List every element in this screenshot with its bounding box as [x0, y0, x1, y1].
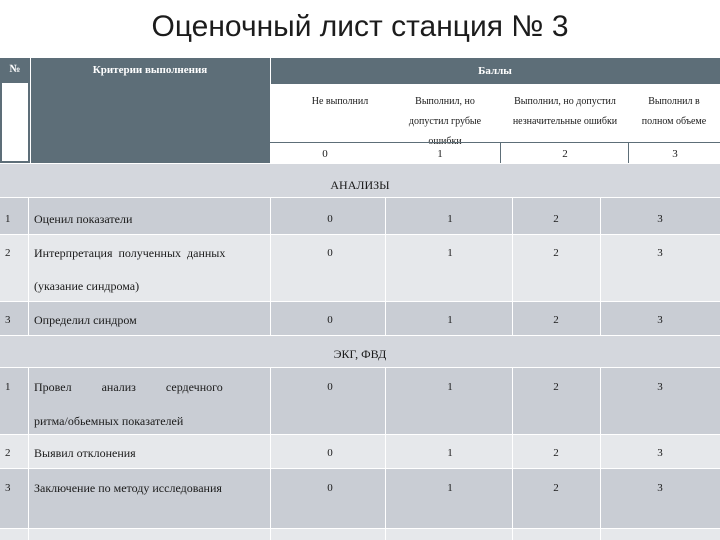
row-divider	[0, 335, 720, 336]
row-divider	[0, 434, 720, 435]
row-criterion: Заключение по методу исследования	[34, 481, 222, 495]
score-col-0-value: 0	[322, 148, 328, 160]
subheader-divider	[270, 142, 720, 143]
row-criterion-cont: ритма/обьемных показателей	[34, 414, 184, 428]
row-divider	[0, 301, 720, 302]
row-criterion-cont: (указание синдрома)	[34, 279, 140, 293]
row-score-0: 0	[327, 247, 333, 259]
row-number: 3	[5, 482, 11, 494]
row-criterion: Определил синдром	[34, 313, 137, 327]
row-score-3: 3	[657, 213, 663, 225]
section-title: ЭКГ, ФВД	[333, 347, 387, 361]
column-divider	[270, 197, 271, 335]
row-divider	[0, 468, 720, 469]
row-score-2: 2	[553, 247, 559, 259]
header-criteria: Критерии выполнения	[92, 64, 208, 76]
column-divider	[385, 197, 386, 335]
column-divider	[512, 367, 513, 540]
row-score-3: 3	[657, 381, 663, 393]
subheader-divider	[628, 142, 629, 163]
column-divider	[600, 197, 601, 335]
score-col-3-label: Выполнил в полном объеме	[641, 96, 707, 127]
row-divider	[0, 528, 720, 529]
row-divider	[0, 367, 720, 368]
row-score-2: 2	[553, 381, 559, 393]
row-divider	[0, 163, 720, 164]
row-score-0: 0	[327, 482, 333, 494]
table-row	[0, 468, 720, 528]
score-col-2-value: 2	[562, 148, 568, 160]
row-number: 1	[5, 381, 11, 393]
row-score-2: 2	[553, 314, 559, 326]
header-divider	[30, 58, 31, 163]
header-scores: Баллы	[478, 65, 512, 77]
row-score-1: 1	[447, 314, 453, 326]
row-criterion: Интерпретация полученных данных	[34, 246, 226, 260]
column-divider	[28, 197, 29, 335]
score-col-0-label: Не выполнил	[311, 96, 369, 107]
column-divider	[28, 367, 29, 540]
header-divider	[270, 58, 271, 163]
row-score-2: 2	[553, 482, 559, 494]
row-divider	[0, 197, 720, 198]
row-score-3: 3	[657, 482, 663, 494]
page-title: Оценочный лист станция № 3	[151, 10, 569, 43]
row-score-3: 3	[657, 247, 663, 259]
row-divider	[0, 234, 720, 235]
row-criterion: Оценил показатели	[34, 212, 133, 226]
row-score-2: 2	[553, 213, 559, 225]
number-header-cell-bg	[2, 83, 28, 161]
row-score-1: 1	[447, 447, 453, 459]
header-number: №	[9, 63, 21, 75]
score-col-3-value: 3	[672, 148, 678, 160]
score-col-1-value: 1	[437, 148, 443, 160]
row-criterion: Провел анализ сердечного	[34, 380, 223, 394]
row-score-0: 0	[327, 447, 333, 459]
column-divider	[600, 367, 601, 540]
subheader-divider	[500, 142, 501, 163]
column-divider	[385, 367, 386, 540]
row-score-3: 3	[657, 447, 663, 459]
row-score-1: 1	[447, 213, 453, 225]
row-number: 2	[5, 447, 11, 459]
row-score-0: 0	[327, 213, 333, 225]
row-score-1: 1	[447, 247, 453, 259]
row-score-1: 1	[447, 482, 453, 494]
row-score-2: 2	[553, 447, 559, 459]
section-title: АНАЛИЗЫ	[330, 178, 390, 192]
row-score-0: 0	[327, 381, 333, 393]
row-criterion: Выявил отклонения	[34, 446, 136, 460]
row-number: 3	[5, 314, 11, 326]
row-number: 2	[5, 247, 11, 259]
score-col-1-label: Выполнил, но допустил грубые	[408, 96, 482, 127]
column-divider	[270, 367, 271, 540]
score-col-2-label: Выполнил, но допустил незначительные ошибки	[512, 96, 618, 127]
table-row	[0, 528, 720, 540]
row-number: 1	[5, 213, 11, 225]
column-divider	[512, 197, 513, 335]
row-score-3: 3	[657, 314, 663, 326]
row-score-1: 1	[447, 381, 453, 393]
row-score-0: 0	[327, 314, 333, 326]
